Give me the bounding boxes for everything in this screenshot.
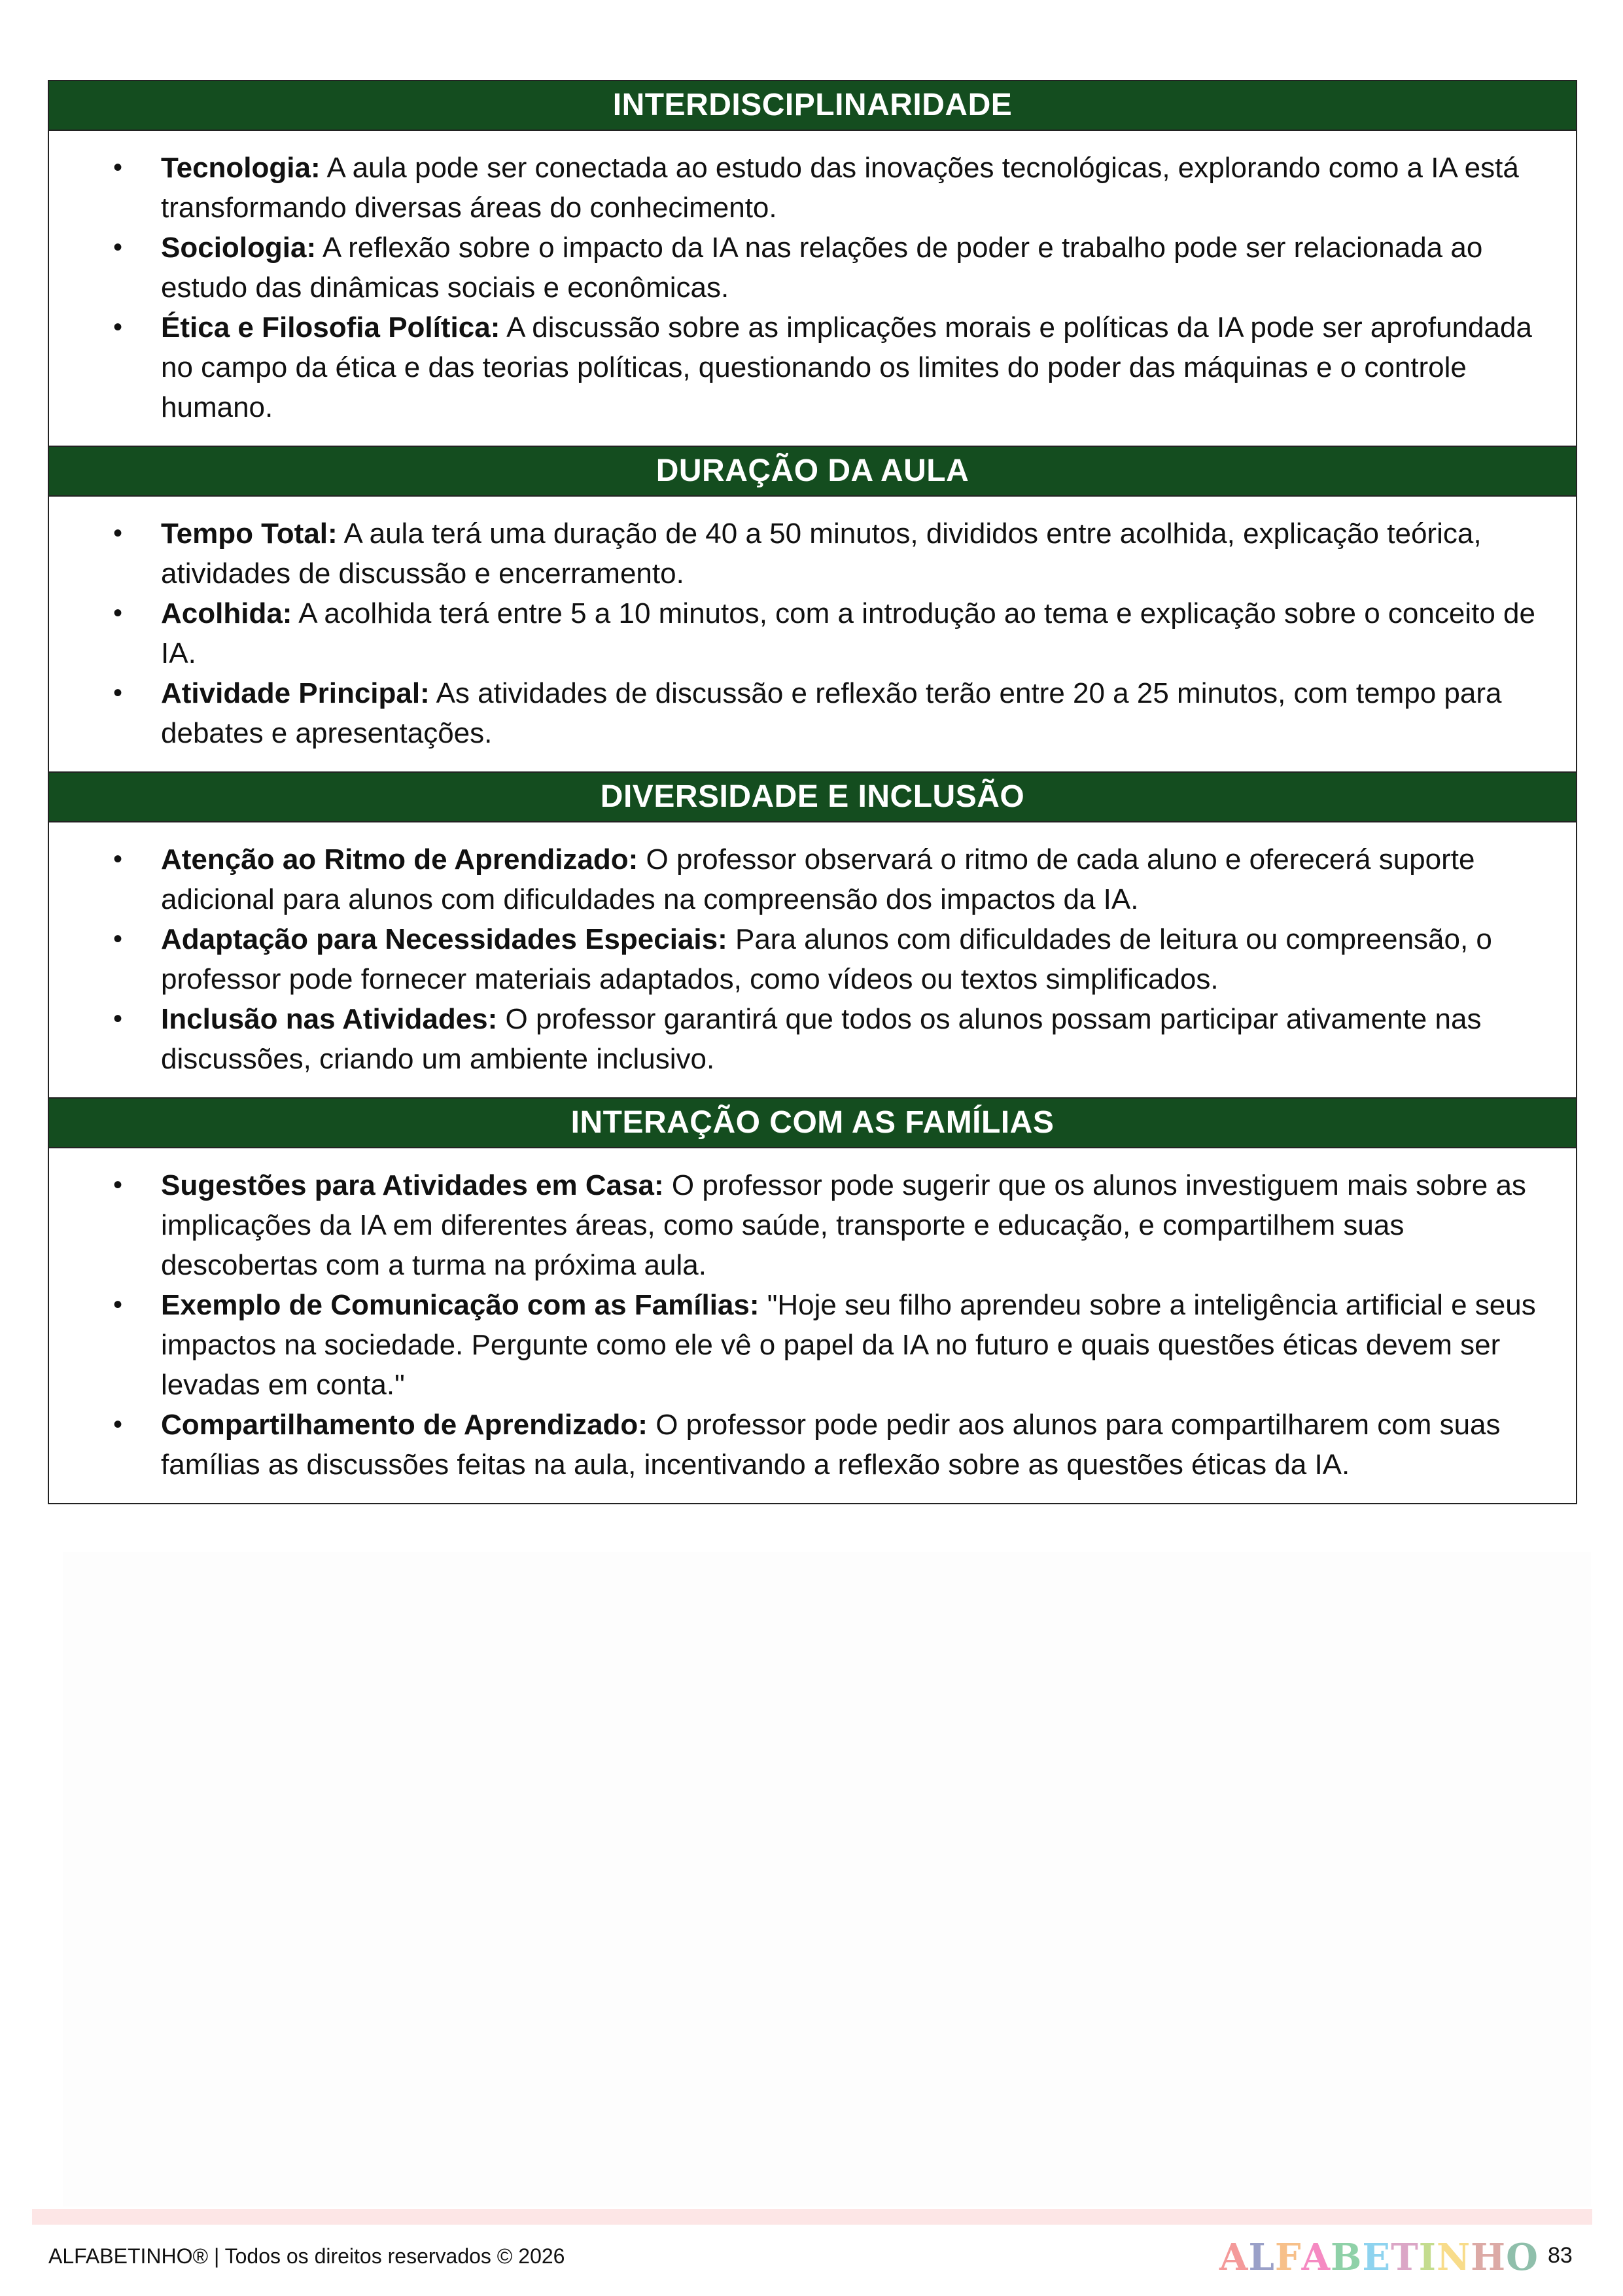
section-body-interdisciplinaridade: [49, 131, 1576, 446]
item-label: Compartilhamento de Aprendizado:: [161, 1409, 648, 1441]
item-text: A aula terá uma duração de 40 a 50 minutos, divididos entre acolhida, explicação teórica, atividades de discussão e encerramento.: [161, 518, 1482, 590]
section-header-duracao-da-aula: DURAÇÃO DA AULA: [49, 446, 1576, 497]
footer-copyright: ALFABETINHO® | Todos os direitos reservados © 2026: [48, 2244, 565, 2268]
bullet-icon: •: [113, 845, 123, 874]
item-label: Acolhida:: [161, 597, 292, 629]
list-item: [49, 919, 1563, 999]
item-text: "Hoje seu filho aprendeu sobre a inteligência artificial e seus impactos na sociedade. Pergunte como ele vê o papel da IA no futuro e quais questões éticas devem ser levadas em conta.": [161, 1289, 1536, 1401]
page-background-tint: [63, 1552, 1591, 2206]
bullet-icon: •: [113, 1171, 123, 1199]
list-item: [49, 839, 1563, 919]
list-item: [49, 308, 1563, 427]
list-item: [49, 228, 1563, 308]
item-label: Atenção ao Ritmo de Aprendizado:: [161, 843, 638, 875]
bullet-icon: •: [113, 233, 123, 262]
bullet-icon: •: [113, 153, 123, 182]
logo-letter: O: [1506, 2236, 1539, 2279]
logo-letter: T: [1391, 2236, 1419, 2279]
section-header-interacao-com-as-familias: INTERAÇÃO COM AS FAMÍLIAS: [49, 1097, 1576, 1148]
item-label: Tecnologia:: [161, 152, 321, 184]
section-body-duracao-da-aula: [49, 497, 1576, 771]
bullet-icon: •: [113, 519, 123, 548]
list-item: [49, 1405, 1563, 1485]
item-label: Atividade Principal:: [161, 677, 430, 709]
list-item: [49, 999, 1563, 1079]
logo-letter: B: [1331, 2236, 1363, 2279]
list-item: [49, 673, 1563, 753]
item-text: O professor pode sugerir que os alunos investiguem mais sobre as implicações da IA em diferentes áreas, como saúde, transporte e educação, e compartilhem suas descobertas com a turma na próxima aula.: [161, 1169, 1526, 1281]
footer-band: [32, 2209, 1592, 2225]
section-header-interdisciplinaridade: INTERDISCIPLINARIDADE: [49, 81, 1576, 131]
bullet-icon: •: [113, 925, 123, 953]
item-label: Sugestões para Atividades em Casa:: [161, 1169, 664, 1201]
bullet-icon: •: [113, 679, 123, 707]
logo-letter: A: [1301, 2236, 1331, 2279]
item-text: A acolhida terá entre 5 a 10 minutos, com a introdução ao tema e explicação sobre o conceito de IA.: [161, 597, 1535, 669]
item-label: Inclusão nas Atividades:: [161, 1003, 498, 1035]
item-label: Tempo Total:: [161, 518, 338, 550]
item-text: A discussão sobre as implicações morais e políticas da IA pode ser aprofundada no campo da ética e das teorias políticas, questionando os limites do poder das máquinas e o controle humano.: [161, 311, 1532, 423]
logo-letter: F: [1274, 2236, 1302, 2279]
logo-letter: A: [1219, 2236, 1249, 2279]
logo-letter: I: [1418, 2236, 1437, 2279]
section-body-diversidade-e-inclusao: [49, 822, 1576, 1097]
item-text: O professor garantirá que todos os alunos possam participar ativamente nas discussões, criando um ambiente inclusivo.: [161, 1003, 1482, 1075]
item-text: Para alunos com dificuldades de leitura ou compreensão, o professor pode fornecer materiais adaptados, como vídeos ou textos simplificados.: [161, 923, 1492, 995]
item-label: Ética e Filosofia Política:: [161, 311, 500, 344]
item-label: Sociologia:: [161, 232, 317, 264]
section-body-interacao-com-as-familias: [49, 1148, 1576, 1503]
item-text: A aula pode ser conectada ao estudo das inovações tecnológicas, explorando como a IA está transformando diversas áreas do conhecimento.: [161, 152, 1519, 224]
bullet-icon: •: [113, 313, 123, 342]
list-item: [49, 1285, 1563, 1405]
logo-letter: H: [1471, 2236, 1507, 2279]
logo-letter: L: [1248, 2236, 1275, 2279]
lesson-plan-table: [48, 80, 1577, 1504]
list-item: [49, 1165, 1563, 1285]
item-label: Exemplo de Comunicação com as Famílias:: [161, 1289, 759, 1321]
bullet-icon: •: [113, 599, 123, 627]
section-header-diversidade-e-inclusao: DIVERSIDADE E INCLUSÃO: [49, 771, 1576, 822]
logo-letter: E: [1362, 2236, 1391, 2279]
item-text: A reflexão sobre o impacto da IA nas relações de poder e trabalho pode ser relacionada ao estudo das dinâmicas sociais e econômicas.: [161, 232, 1483, 304]
bullet-icon: •: [113, 1410, 123, 1439]
bullet-icon: •: [113, 1004, 123, 1033]
bullet-icon: •: [113, 1290, 123, 1319]
item-text: As atividades de discussão e reflexão terão entre 20 a 25 minutos, com tempo para debates e apresentações.: [161, 677, 1502, 749]
page-number: 83: [1548, 2243, 1573, 2268]
list-item: [49, 593, 1563, 673]
item-text: O professor pode pedir aos alunos para compartilharem com suas famílias as discussões feitas na aula, incentivando a reflexão sobre as questões éticas da IA.: [161, 1409, 1501, 1481]
logo-letter: N: [1436, 2236, 1471, 2279]
list-item: [49, 514, 1563, 593]
list-item: [49, 148, 1563, 228]
item-label: Adaptação para Necessidades Especiais:: [161, 923, 727, 955]
alfabetinho-logo: [1219, 2236, 1539, 2279]
item-text: O professor observará o ritmo de cada aluno e oferecerá suporte adicional para alunos com dificuldades na compreensão dos impactos da IA.: [161, 843, 1475, 915]
